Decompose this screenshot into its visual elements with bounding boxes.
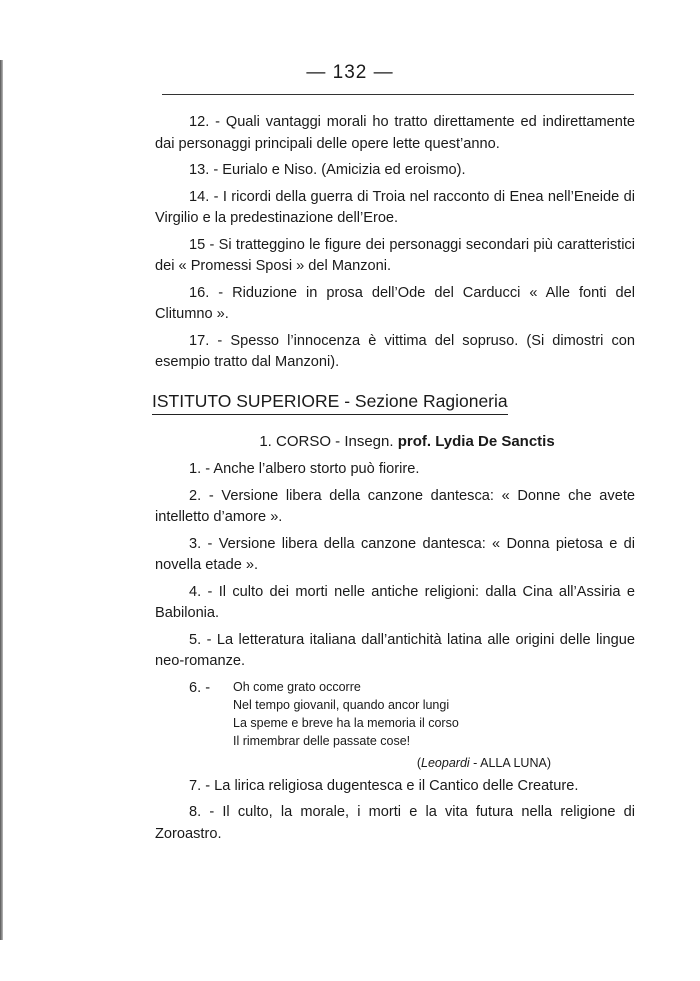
header-rule [162,94,634,95]
poem-item [155,678,635,750]
teacher-name: prof. Lydia De Sanctis [397,432,555,450]
poem-author: Leopardi [421,755,470,770]
poem-line: La speme e breve ha la memoria il corso [233,715,459,730]
list-item: 1. - Anche l’albero storto può fiorire. [189,461,420,477]
poem-line: Oh come grato occorre [233,679,361,694]
poem-verses [233,678,459,750]
poem-attribution: (Leopardi - ALLA LUNA) [416,755,551,770]
list-item: 5. - La letteratura italiana dall’antichità latina alle origini delle lingue neo-romanze. [155,631,636,669]
page-number: — 132 — [306,62,394,83]
course-heading [155,431,635,453]
list-item: 17. - Spesso l’innocenza è vittima del sopruso. (Si dimostri con esempio tratto dal Manzoni). [155,332,636,370]
course-label: 1. CORSO - Insegn. [259,432,394,450]
list-item: 13. - Eurialo e Niso. (Amicizia ed eroismo). [189,162,466,178]
list-item: 2. - Versione libera della canzone dantesca: « Donne che avete intelletto d’amore ». [155,487,635,525]
list-item: 15 - Si tratteggino le figure dei personaggi secondari più caratteristici dei « Promessi Sposi » del Manzoni. [155,236,635,274]
list-item: 4. - Il culto dei morti nelle antiche religioni: dalla Cina all’Assiria e Babilonia. [155,583,635,621]
poem-line: Il rimembrar delle passate cose! [233,733,411,748]
list-item: 3. - Versione libera della canzone dantesca: « Donna pietosa e di novella etade ». [155,535,635,573]
page-content [152,112,636,850]
poem-line: Nel tempo giovanil, quando ancor lungi [233,697,450,712]
list-item: 8. - Il culto, la morale, i morti e la vita futura nella religione di Zoroastro. [155,804,636,842]
list-item: 14. - I ricordi della guerra di Troia nel racconto di Enea nell’Eneide di Virgilio e la predestinazione dell’Eroe. [155,188,635,226]
list-item: 16. - Riduzione in prosa dell’Ode del Carducci « Alle fonti del Clitumno ». [155,284,636,322]
section-title: ISTITUTO SUPERIORE - Sezione Ragioneria [152,390,508,415]
poem-number: 6. - [189,679,211,696]
poem-work: - ALLA LUNA) [473,755,551,770]
page-edge-shadow [0,60,3,940]
list-item: 12. - Quali vantaggi morali ho tratto direttamente ed indirettamente dai personaggi principali delle opere lette quest’anno. [155,114,636,152]
list-item: 7. - La lirica religiosa dugentesca e il Cantico delle Creature. [189,777,579,794]
